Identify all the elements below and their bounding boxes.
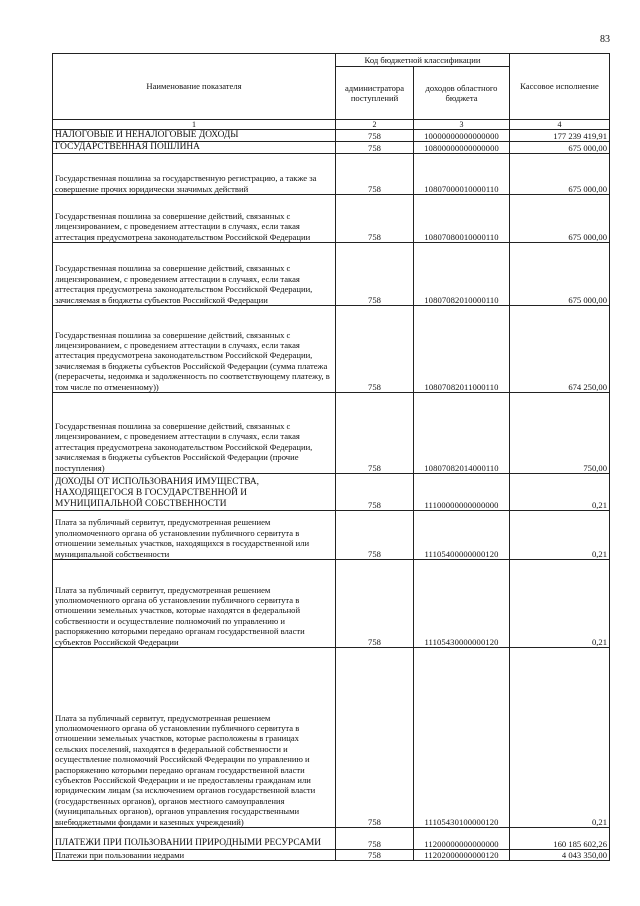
header-name: Наименование показателя bbox=[53, 54, 336, 120]
row-code: 10807000010000110 bbox=[414, 154, 510, 195]
table-row bbox=[53, 511, 610, 560]
row-name: Государственная пошлина за государственную регистрацию, а также за совершение прочих юридически значимых действий bbox=[53, 154, 336, 195]
row-admin: 758 bbox=[336, 393, 414, 474]
row-code: 10000000000000000 bbox=[414, 130, 510, 142]
row-amount: 675 000,00 bbox=[510, 154, 610, 195]
row-name: Государственная пошлина за совершение действий, связанных с лицензированием, с проведением аттестации в случаях, если такая аттестация предусмотрена законодательством Российской Федерации, зачисляемая в бюджеты субъектов Российской Федерации (прочие поступления) bbox=[53, 393, 336, 474]
row-admin: 758 bbox=[336, 850, 414, 861]
row-admin: 758 bbox=[336, 130, 414, 142]
row-amount: 0,21 bbox=[510, 511, 610, 560]
col-number-1: 1 bbox=[53, 120, 336, 130]
row-amount: 160 185 602,26 bbox=[510, 828, 610, 850]
table-row bbox=[53, 306, 610, 393]
table-row bbox=[53, 393, 610, 474]
row-amount: 0,21 bbox=[510, 560, 610, 648]
budget-table bbox=[52, 53, 610, 861]
row-admin: 758 bbox=[336, 243, 414, 306]
row-name: ГОСУДАРСТВЕННАЯ ПОШЛИНА bbox=[53, 142, 336, 154]
row-name: ПЛАТЕЖИ ПРИ ПОЛЬЗОВАНИИ ПРИРОДНЫМИ РЕСУРСАМИ bbox=[53, 828, 336, 850]
row-code: 10807080010000110 bbox=[414, 195, 510, 243]
row-amount: 177 239 419,91 bbox=[510, 130, 610, 142]
row-code: 11105400000000120 bbox=[414, 511, 510, 560]
table-row bbox=[53, 154, 610, 195]
table-row bbox=[53, 130, 610, 142]
row-name: Плата за публичный сервитут, предусмотренная решением уполномоченного органа об установлении публичного сервитута в отношении земельных участков, которые расположены в границах сельских поселений, находятся в федеральной собственности и осуществление полномочий Российской Федерации по управлению и распоряжению которыми передано органам государственной власти субъектов Российской Федерации и не предоставлены гражданам или юридическим лицам (за исключением органов государственной власти (государственных органов), органов местного самоуправления (муниципальных органов), органов управления государственными внебюджетными фондами и казенных учреждений) bbox=[53, 648, 336, 828]
row-amount: 4 043 350,00 bbox=[510, 850, 610, 861]
row-amount: 0,21 bbox=[510, 648, 610, 828]
row-name: Платежи при пользовании недрами bbox=[53, 850, 336, 861]
row-code: 11200000000000000 bbox=[414, 828, 510, 850]
table-row bbox=[53, 648, 610, 828]
row-admin: 758 bbox=[336, 154, 414, 195]
row-name: Плата за публичный сервитут, предусмотренная решением уполномоченного органа об установлении публичного сервитута в отношении земельных участков, которые находятся в федеральной собственности и осуществление полномочий по управлению и распоряжению которыми передано органам государственной власти субъектов Российской Федерации bbox=[53, 560, 336, 648]
table-row bbox=[53, 243, 610, 306]
row-code: 10800000000000000 bbox=[414, 142, 510, 154]
row-amount: 674 250,00 bbox=[510, 306, 610, 393]
row-name: Государственная пошлина за совершение действий, связанных с лицензированием, с проведением аттестации в случаях, если такая аттестация предусмотрена законодательством Российской Федерации, зачисляемая в бюджеты субъектов Российской Федерации bbox=[53, 243, 336, 306]
row-amount: 0,21 bbox=[510, 474, 610, 511]
header-code-group: Код бюджетной классификации bbox=[336, 54, 510, 67]
row-admin: 758 bbox=[336, 828, 414, 850]
row-admin: 758 bbox=[336, 511, 414, 560]
row-name: ДОХОДЫ ОТ ИСПОЛЬЗОВАНИЯ ИМУЩЕСТВА, НАХОДЯЩЕГОСЯ В ГОСУДАРСТВЕННОЙ И МУНИЦИПАЛЬНОЙ СОБСТВЕННОСТИ bbox=[53, 474, 336, 511]
row-code: 10807082014000110 bbox=[414, 393, 510, 474]
row-admin: 758 bbox=[336, 142, 414, 154]
row-name: Государственная пошлина за совершение действий, связанных с лицензированием, с проведением аттестации в случаях, если такая аттестация предусмотрена законодательством Российской Федерации, зачисляемая в бюджеты субъектов Российской Федерации (сумма платежа (перерасчеты, недоимка и задолженность по соответствующему платежу, в том числе по отмененному)) bbox=[53, 306, 336, 393]
table-row bbox=[53, 850, 610, 861]
table-row bbox=[53, 828, 610, 850]
row-code: 11105430000000120 bbox=[414, 560, 510, 648]
row-amount: 750,00 bbox=[510, 393, 610, 474]
row-code: 10807082010000110 bbox=[414, 243, 510, 306]
page-number: 83 bbox=[600, 34, 610, 45]
header-amount: Кассовое исполнение bbox=[510, 54, 610, 120]
table-row bbox=[53, 474, 610, 511]
row-code: 11202000000000120 bbox=[414, 850, 510, 861]
col-number-4: 4 bbox=[510, 120, 610, 130]
col-number-3: 3 bbox=[414, 120, 510, 130]
row-code: 10807082011000110 bbox=[414, 306, 510, 393]
row-amount: 675 000,00 bbox=[510, 243, 610, 306]
row-admin: 758 bbox=[336, 306, 414, 393]
table-row bbox=[53, 195, 610, 243]
row-name: Государственная пошлина за совершение действий, связанных с лицензированием, с проведением аттестации в случаях, если такая аттестация предусмотрена законодательством Российской Федерации bbox=[53, 195, 336, 243]
row-code: 11105430100000120 bbox=[414, 648, 510, 828]
row-admin: 758 bbox=[336, 474, 414, 511]
row-amount: 675 000,00 bbox=[510, 142, 610, 154]
header-income-code: доходов областного бюджета bbox=[414, 67, 510, 120]
row-name: НАЛОГОВЫЕ И НЕНАЛОГОВЫЕ ДОХОДЫ bbox=[53, 130, 336, 142]
row-admin: 758 bbox=[336, 195, 414, 243]
row-admin: 758 bbox=[336, 648, 414, 828]
row-name: Плата за публичный сервитут, предусмотренная решением уполномоченного органа об установлении публичного сервитута в отношении земельных участков, находящихся в государственной или муниципальной собственности bbox=[53, 511, 336, 560]
col-number-2: 2 bbox=[336, 120, 414, 130]
table-row bbox=[53, 560, 610, 648]
row-code: 11100000000000000 bbox=[414, 474, 510, 511]
header-admin: администратора поступлений bbox=[336, 67, 414, 120]
row-admin: 758 bbox=[336, 560, 414, 648]
table-row bbox=[53, 142, 610, 154]
row-amount: 675 000,00 bbox=[510, 195, 610, 243]
